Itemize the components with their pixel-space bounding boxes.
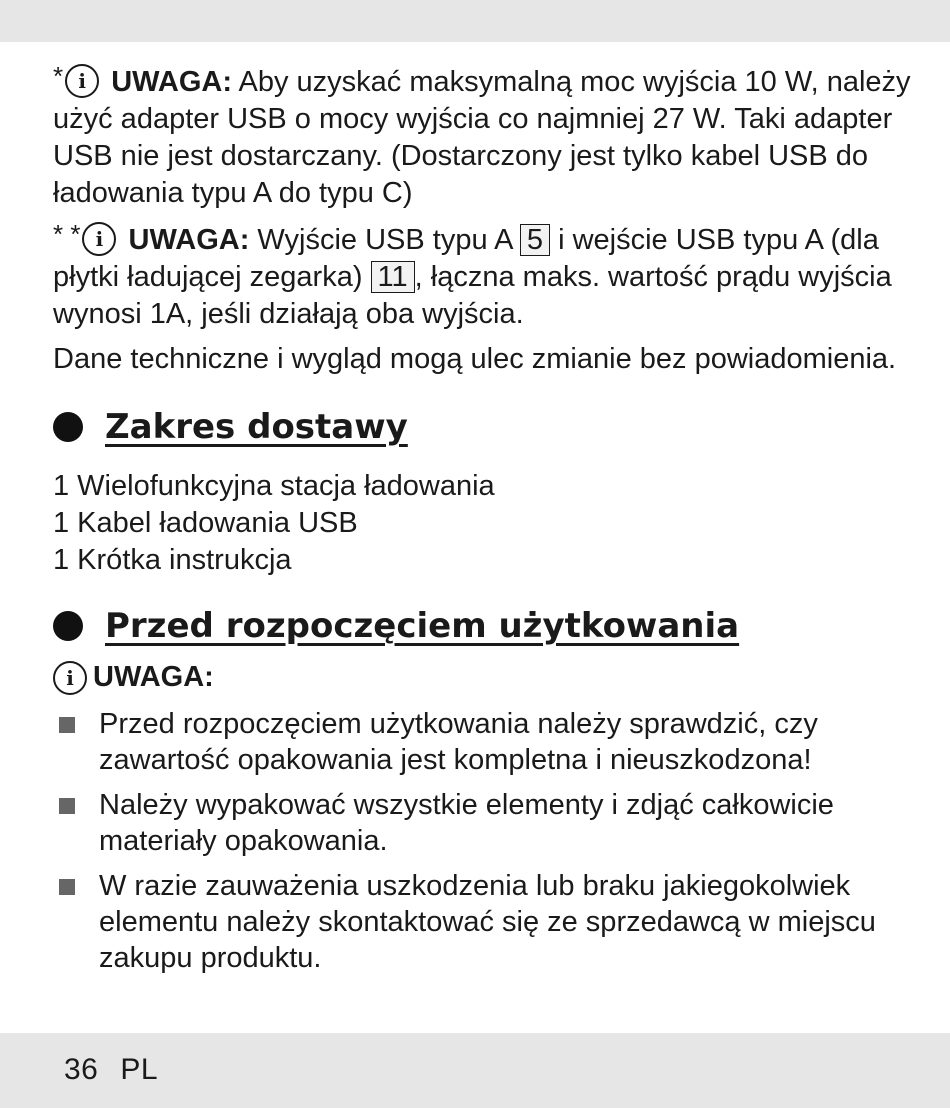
page-content — [53, 61, 913, 985]
page-number: 36 — [64, 1053, 99, 1086]
list-item: 1 Krótka instrukcja — [53, 544, 292, 576]
section-heading-delivery — [53, 406, 913, 448]
section-heading-before-use — [53, 605, 913, 647]
info-icon: i — [53, 661, 87, 695]
footnote-marker: * — [53, 61, 64, 91]
note-text-b: i wejście USB typu A (dla płytki ładującej zegarka) — [53, 224, 879, 293]
part-reference: 11 — [371, 261, 415, 293]
page-footer — [64, 1050, 158, 1090]
disclaimer-text: Dane techniczne i wygląd mogą ulec zmianie bez powiadomienia. — [53, 343, 897, 375]
list-item-text: Należy wypakować wszystkie elementy i zdjąć całkowicie materiały opakowania. — [99, 789, 834, 857]
note-text-a: Wyjście USB typu A — [257, 224, 512, 256]
section-title: Przed rozpoczęciem użytkowania — [105, 606, 740, 646]
list-item — [53, 706, 913, 778]
list-item — [53, 787, 913, 859]
language-code: PL — [120, 1053, 159, 1086]
list-item — [53, 868, 913, 976]
delivery-list — [53, 468, 913, 579]
square-bullet-icon — [59, 879, 75, 895]
note-label: UWAGA: — [128, 224, 250, 256]
note-label: UWAGA: — [111, 66, 233, 98]
list-item: 1 Wielofunkcyjna stacja ładowania — [53, 470, 495, 502]
before-use-list — [53, 706, 913, 976]
square-bullet-icon — [59, 717, 75, 733]
list-item-text: Przed rozpoczęciem użytkowania należy sprawdzić, czy zawartość opakowania jest kompletna i nieuszkodzona! — [99, 708, 818, 776]
note-text-c: , łączna maks. wartość prądu wyjścia wynosi 1A, jeśli działają oba wyjścia. — [53, 261, 892, 330]
list-item-text: W razie zauważenia uszkodzenia lub braku jakiegokolwiek elementu należy skontaktować się ze sprzedawcą w miejscu zakupu produktu. — [99, 870, 876, 974]
note-label: UWAGA: — [93, 661, 214, 693]
info-icon: i — [65, 64, 99, 98]
note-heading — [53, 659, 913, 696]
top-band — [0, 0, 950, 42]
section-bullet-icon — [53, 412, 83, 442]
info-icon: i — [82, 222, 116, 256]
footnote-marker: * * — [53, 219, 81, 249]
section-title: Zakres dostawy — [105, 407, 408, 447]
part-reference: 5 — [520, 224, 550, 256]
square-bullet-icon — [59, 798, 75, 814]
note-text: Aby uzyskać maksymalną moc wyjścia 10 W, należy użyć adapter USB o mocy wyjścia co najmniej 27 W. Taki adapter USB nie jest dostarczany. (Dostarczony jest tylko kabel USB do ładowania typu A do typu C) — [53, 66, 911, 209]
note-usb-current — [53, 219, 913, 333]
section-bullet-icon — [53, 611, 83, 641]
note-output-power — [53, 61, 913, 212]
list-item: 1 Kabel ładowania USB — [53, 507, 358, 539]
